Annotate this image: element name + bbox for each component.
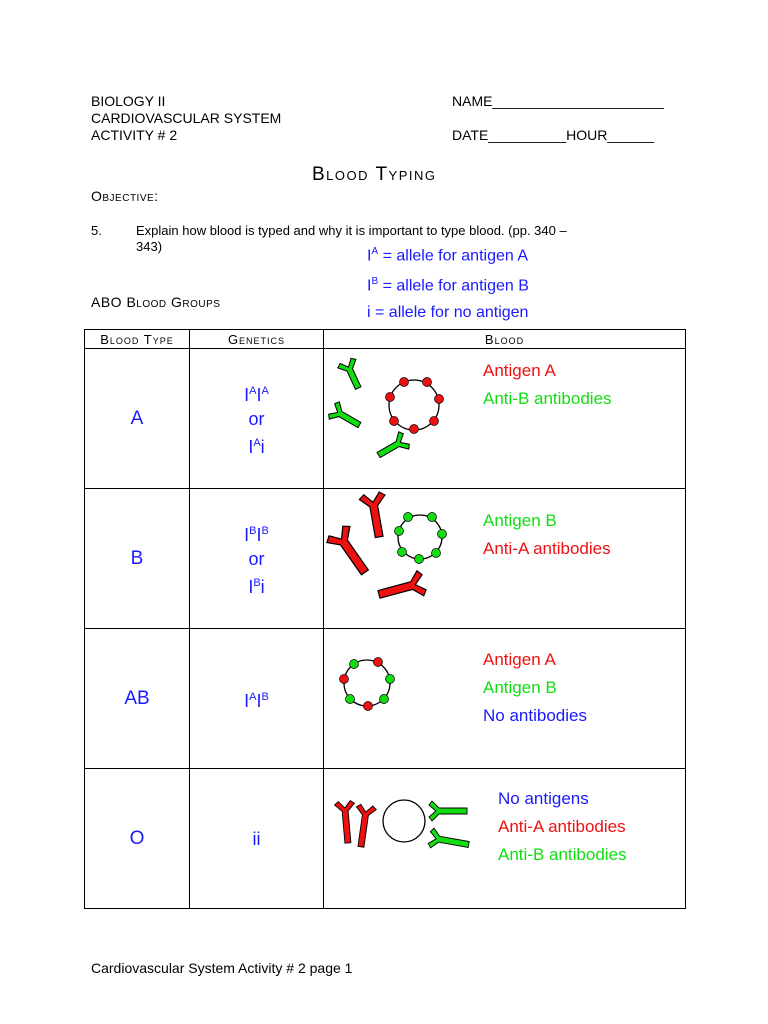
blood-illustration-b	[324, 489, 686, 629]
blood-type-a: A	[85, 349, 190, 489]
legend-item: Anti-A antibodies	[498, 817, 626, 836]
blood-illustration-o	[324, 769, 686, 909]
page-title: Blood Typing	[312, 164, 437, 185]
page-footer: Cardiovascular System Activity # 2 page 1	[91, 960, 353, 976]
question-line-2: 343)	[136, 239, 163, 254]
antibody-icon	[429, 801, 467, 821]
date-hour-field: DATE__________HOUR______	[452, 127, 655, 143]
antibody-icon	[359, 491, 392, 539]
antibody-icon	[327, 400, 365, 433]
legend-item: Anti-B antibodies	[483, 389, 612, 408]
antibody-icon	[428, 828, 471, 855]
legend-ab	[483, 646, 587, 730]
table-row	[85, 769, 686, 909]
antigen-markers	[340, 658, 395, 711]
legend-o	[498, 785, 627, 869]
genetics-o: ii	[190, 769, 324, 909]
blood-type-b: B	[85, 489, 190, 629]
header-blood-type: Blood Type	[85, 330, 190, 349]
course-header	[91, 93, 281, 144]
table-row	[85, 629, 686, 769]
antigen-a-markers	[386, 378, 444, 434]
table-row	[85, 349, 686, 489]
legend-item: Antigen B	[483, 511, 557, 530]
antibody-icon	[324, 523, 376, 580]
header-genetics: Genetics	[190, 330, 324, 349]
legend-item: No antibodies	[483, 706, 587, 725]
header-blood: Blood	[324, 330, 686, 349]
antibody-icon	[336, 357, 367, 393]
allele-i: i = allele for no antigen	[367, 303, 529, 321]
red-blood-cell	[383, 800, 425, 842]
unit-name: CARDIOVASCULAR SYSTEM	[91, 110, 282, 126]
blood-type-table	[84, 329, 686, 909]
legend-item: Anti-A antibodies	[483, 539, 611, 558]
genetics-b: $I^BI^B$ or $I^Bi$	[190, 489, 324, 629]
section-heading: ABO Blood Groups	[91, 294, 221, 310]
course-name: BIOLOGY II	[91, 93, 166, 109]
question-line-1: Explain how blood is typed and why it is important to type blood. (pp. 340 –	[136, 223, 567, 238]
legend-item: Antigen A	[483, 650, 556, 669]
legend-item: Antigen A	[483, 361, 556, 380]
blood-illustration-ab	[324, 629, 686, 769]
objective-label: Objective:	[91, 188, 159, 204]
blood-type-o: O	[85, 769, 190, 909]
antibody-icon	[334, 800, 358, 844]
legend-item: Antigen B	[483, 678, 557, 697]
antigen-b-markers	[395, 513, 447, 564]
question-number: 5.	[91, 223, 102, 238]
legend-item: No antigens	[498, 789, 589, 808]
allele-a: $I^A$ = allele for antigen A	[367, 246, 529, 265]
legend-b	[483, 507, 611, 563]
antibody-icon	[376, 570, 428, 607]
table-row	[85, 489, 686, 629]
allele-b: $I^B$ = allele for antigen B	[367, 276, 529, 295]
antibody-icon	[374, 430, 412, 463]
table-header-row	[85, 330, 686, 349]
legend-item: Anti-B antibodies	[498, 845, 627, 864]
name-field: NAME______________________	[452, 93, 664, 109]
blood-type-ab: AB	[85, 629, 190, 769]
legend-a	[483, 357, 612, 413]
genetics-a: $I^AI^A$ or $I^Ai$	[190, 349, 324, 489]
genetics-ab: $I^AI^B$	[190, 629, 324, 769]
antibody-icon	[351, 804, 377, 848]
activity-name: ACTIVITY # 2	[91, 127, 178, 143]
allele-key	[367, 239, 529, 326]
blood-illustration-a	[324, 349, 686, 489]
